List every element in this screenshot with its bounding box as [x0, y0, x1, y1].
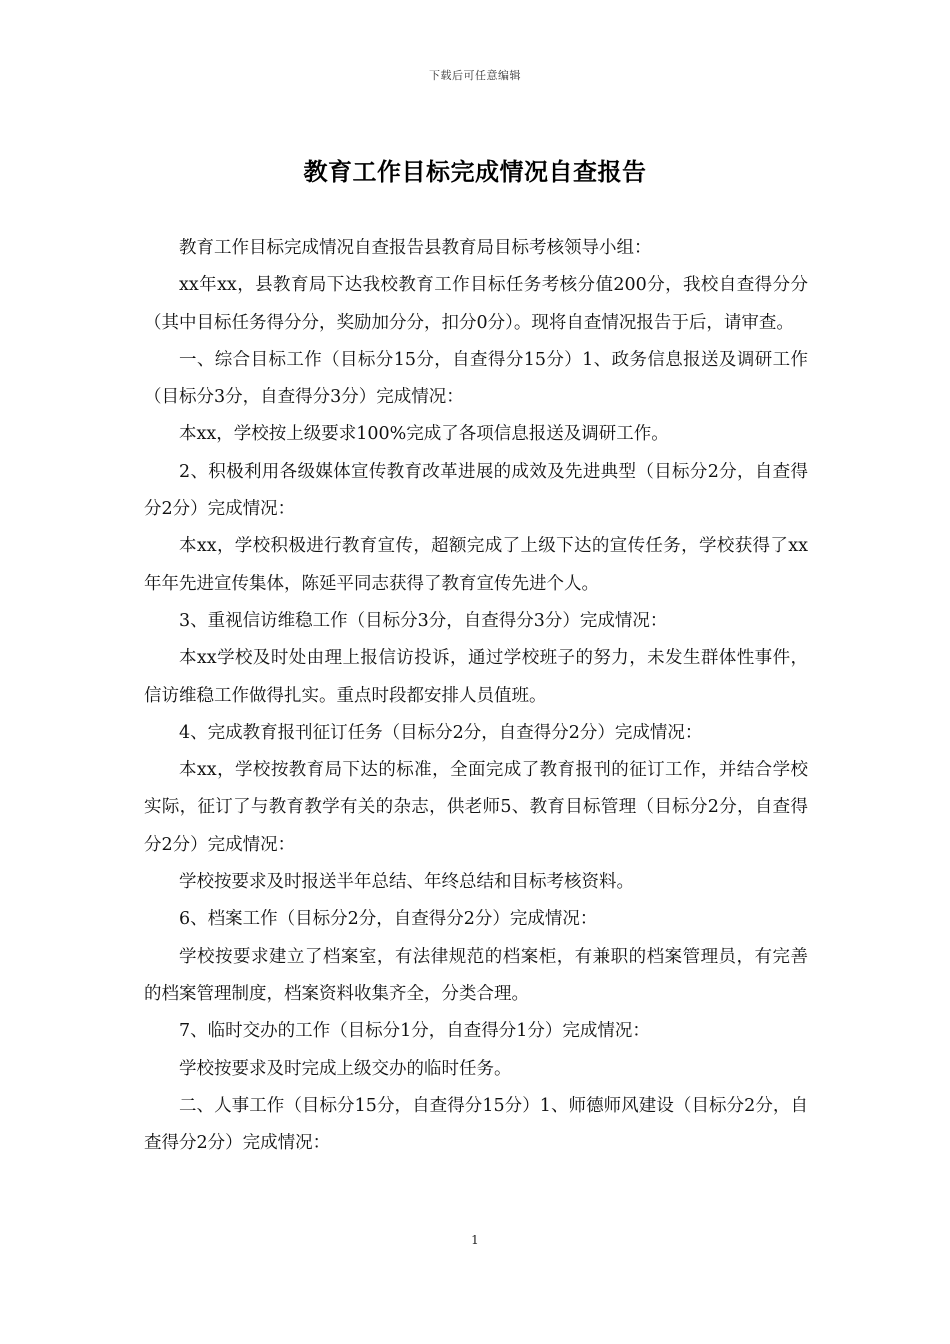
paragraph: 本xx，学校按上级要求100%完成了各项信息报送及调研工作。 — [179, 424, 669, 445]
document-title: 教育工作目标完成情况自查报告 — [303, 157, 647, 186]
paragraph: 7、临时交办的工作（目标分1分，自查得分1分）完成情况： — [179, 1021, 650, 1042]
paragraph: 学校按要求及时完成上级交办的临时任务。 — [179, 1058, 512, 1079]
paragraph: 4、完成教育报刊征订任务（目标分2分，自查得分2分）完成情况： — [179, 722, 703, 743]
paragraph: 学校按要求建立了档案室，有法律规范的档案柜，有兼职的档案管理员，有完善的档案管理制度，档案资料收集齐全，分类合理。 — [144, 946, 808, 1004]
paragraph: 3、重视信访维稳工作（目标分3分，自查得分3分）完成情况： — [179, 610, 668, 631]
paragraph: 本xx学校及时处由理上报信访投诉，通过学校班子的努力，未发生群体性事件，信访维稳工作做得扎实。重点时段都安排人员值班。 — [144, 648, 808, 706]
document-body — [144, 230, 808, 1162]
paragraph: 教育工作目标完成情况自查报告县教育局目标考核领导小组： — [179, 238, 652, 258]
paragraph: xx年xx，县教育局下达我校教育工作目标任务考核分值200分，我校自查得分分（其中目标任务得分分，奖励加分分，扣分0分）。现将自查情况报告于后，请审查。 — [144, 275, 808, 333]
paragraph: 2、积极利用各级媒体宣传教育改革进展的成效及先进典型（目标分2分，自查得分2分）完成情况： — [144, 461, 808, 520]
paragraph: 一、综合目标工作（目标分15分，自查得分15分）1、政务信息报送及调研工作（目标分3分，自查得分3分）完成情况： — [144, 349, 808, 408]
page-number: 1 — [471, 1233, 479, 1247]
header-note: 下载后可任意编辑 — [429, 69, 521, 82]
paragraph: 二、人事工作（目标分15分，自查得分15分）1、师德师风建设（目标分2分，自查得分2分）完成情况： — [144, 1095, 808, 1154]
paragraph: 学校按要求及时报送半年总结、年终总结和目标考核资料。 — [179, 872, 634, 893]
paragraph: 本xx，学校积极进行教育宣传，超额完成了上级下达的宣传任务，学校获得了xx年年先进宣传集体，陈延平同志获得了教育宣传先进个人。 — [144, 536, 808, 594]
paragraph: 6、档案工作（目标分2分，自查得分2分）完成情况： — [179, 909, 598, 930]
paragraph: 本xx，学校按教育局下达的标准，全面完成了教育报刊的征订工作，并结合学校实际，征订了与教育教学有关的杂志，供老师5、教育目标管理（目标分2分，自查得分2分）完成情况： — [144, 760, 808, 855]
